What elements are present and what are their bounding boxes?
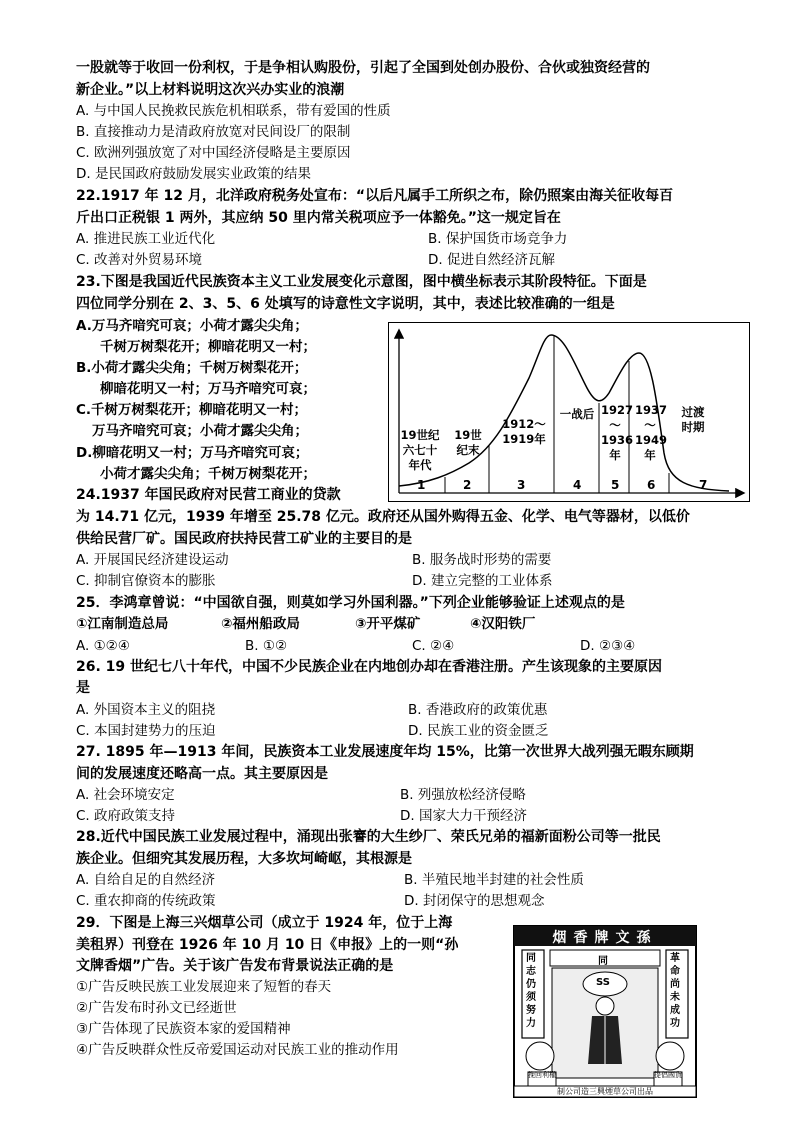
stage-2-label-a: 19世	[454, 428, 482, 442]
industry-development-diagram	[388, 322, 750, 502]
stage-7-label-a: 过渡	[681, 405, 705, 419]
q24-stem-2: 为 14.71 亿元，1939 年增至 25.78 亿元。政府还从国外购得五金、化学、电气等器材，以低价	[76, 509, 690, 525]
q22-stem-1: 22.1917 年 12 月，北洋政府税务处宣布：“以后凡属手工所织之布，除仍照案由海关征收每百	[76, 188, 674, 204]
ad-right-banner: 革命尚未成功	[670, 953, 680, 1029]
stage-1-label-c: 年代	[408, 458, 432, 472]
stage-5-label-d: 年	[609, 448, 621, 462]
stage-number-3: 3	[517, 478, 526, 492]
ad-left-banner: 同志仍须努力	[526, 953, 536, 1029]
stage-2-label-b: 纪末	[456, 443, 480, 457]
q22-option-b: B. 保护国货市场竞争力	[428, 231, 568, 247]
q23-option-c-2: 万马齐喑究可哀；小荷才露尖尖角；	[92, 423, 308, 439]
q27-stem-1: 27. 1895 年—1913 年间，民族资本工业发展速度年均 15%，比第一次世界大战列强无暇东顾期	[76, 744, 694, 760]
q26-option-d: D. 民族工业的资金匮乏	[408, 723, 549, 739]
intro-line-1: 一股就等于收回一份利权，于是争相认购股份，引起了全国到处创办股份、合伙或独资经营的	[76, 60, 650, 76]
stage-number-2: 2	[463, 478, 472, 492]
q22-option-a: A. 推进民族工业近代化	[76, 231, 216, 247]
q25-option-d: D. ②③④	[580, 638, 636, 654]
q22-stem-2: 斤出口正税银 1 两外，其应纳 50 里内常关税项应予一体豁免。”这一规定旨在	[76, 210, 561, 226]
q26-option-c: C. 本国封建势力的压迫	[76, 723, 216, 739]
stage-1-label-a: 19世纪	[400, 428, 440, 442]
q22-option-d: D. 促进自然经济瓦解	[428, 252, 555, 268]
q24-stem-1: 24.1937 年国民政府对民营工商业的贷款	[76, 487, 341, 503]
q21-option-c: C. 欧洲列强放宽了对中国经济侵略是主要原因	[76, 145, 351, 161]
stage-5-label-c: 1936	[601, 433, 634, 447]
q29-stem-1: 29．下图是上海三兴烟草公司（成立于 1924 年，位于上海	[76, 915, 453, 931]
q23-option-a-1: A.万马齐喑究可哀；小荷才露尖尖角；	[76, 318, 308, 334]
stage-number-6: 6	[647, 478, 656, 492]
q25-item-2: ②福州船政局	[221, 616, 300, 632]
q28-stem-2: 族企业。但细究其发展历程，大多坎坷崎岖，其根源是	[76, 851, 412, 867]
stage-number-7: 7	[699, 478, 708, 492]
q23-stem-1: 23.下图是我国近代民族资本主义工业发展变化示意图，图中横坐标表示其阶段特征。下面是	[76, 274, 647, 290]
q21-option-d: D. 是民国政府鼓励发展实业政策的结果	[76, 166, 311, 182]
q25-option-c: C. ②④	[412, 638, 455, 654]
q24-option-c: C. 抑制官僚资本的膨胀	[76, 573, 216, 589]
q23-option-b-2: 柳暗花明又一村；万马齐喑究可哀；	[100, 381, 316, 397]
stage-5-label-a: 1927	[601, 403, 634, 417]
ad-badge: SS	[596, 977, 610, 988]
q26-option-b: B. 香港政府的政策优惠	[408, 702, 548, 718]
q21-option-b: B. 直接推动力是清政府放宽对民间设厂的限制	[76, 124, 351, 140]
q24-option-b: B. 服务战时形势的需要	[412, 552, 552, 568]
ad-top-mark: 同	[598, 956, 608, 967]
intro-line-2: 新企业。”以上材料说明这次兴办实业的浪潮	[76, 82, 345, 98]
q29-statement-1: ①广告反映民族工业发展迎来了短暂的春天	[76, 979, 332, 995]
q28-stem-1: 28.近代中国民族工业发展过程中，涌现出张謇的大生纱厂、荣氏兄弟的福新面粉公司等一批民	[76, 829, 661, 845]
q22-option-c: C. 改善对外贸易环境	[76, 252, 203, 268]
q29-stem-2: 美租界）刊登在 1926 年 10 月 10 日《申报》上的一则“孙	[76, 937, 459, 953]
stage-6-label-b: ～	[644, 418, 656, 432]
q23-stem-2: 四位同学分别在 2、3、5、6 处填写的诗意性文字说明，其中，表述比较准确的一组是	[76, 296, 615, 312]
q25-item-3: ③开平煤矿	[355, 616, 421, 632]
q28-option-a: A. 自给自足的自然经济	[76, 872, 216, 888]
stage-3-label-a: 1912～	[502, 417, 546, 431]
q29-statement-2: ②广告发布时孙文已经逝世	[76, 1000, 237, 1016]
q29-statement-3: ③广告体现了民族资本家的爱国精神	[76, 1021, 291, 1037]
q25-option-a: A. ①②④	[76, 638, 130, 654]
q27-option-c: C. 政府政策支持	[76, 808, 176, 824]
stage-4-label: 一战后	[559, 407, 595, 421]
stage-number-5: 5	[611, 478, 620, 492]
q27-option-b: B. 列强放松经济侵略	[400, 787, 526, 803]
q23-option-d-1: D.柳暗花明又一村；万马齐喑究可哀；	[76, 445, 309, 461]
ad-bottom-left: 挽回利權	[528, 1071, 556, 1079]
q29-stem-3: 文牌香烟”广告。关于该广告发布背景说法正确的是	[76, 958, 394, 974]
q28-option-c: C. 重农抑商的传统政策	[76, 893, 216, 909]
stage-6-label-a: 1937	[635, 403, 668, 417]
q27-option-d: D. 国家大力干预经济	[400, 808, 527, 824]
q25-item-1: ①江南制造总局	[76, 616, 169, 632]
q23-option-c-1: C.千树万树梨花开；柳暗花明又一村；	[76, 402, 308, 418]
q24-option-d: D. 建立完整的工业体系	[412, 573, 553, 589]
q23-option-b-1: B.小荷才露尖尖角；千树万树梨花开；	[76, 360, 308, 376]
q26-stem-2: 是	[76, 680, 90, 696]
q28-option-b: B. 半殖民地半封建的社会性质	[404, 872, 584, 888]
stage-6-label-d: 年	[644, 448, 656, 462]
q24-stem-3: 供给民营厂矿。国民政府扶持民营工矿业的主要目的是	[76, 531, 412, 547]
q27-stem-2: 间的发展速度还略高一点。其主要原因是	[76, 766, 328, 782]
q26-stem-1: 26. 19 世纪七八十年代，中国不少民族企业在内地创办却在香港注册。产生该现象的主要原因	[76, 659, 663, 675]
q21-option-a: A. 与中国人民挽救民族危机相联系，带有爱国的性质	[76, 103, 391, 119]
stage-7-label-b: 时期	[681, 420, 705, 434]
ad-title: 烟香牌文孫	[552, 930, 658, 946]
q25-item-4: ④汉阳铁厂	[470, 616, 536, 632]
ad-bottom-text: 制公司造三興煙草公司出品	[557, 1087, 653, 1096]
stage-3-label-b: 1919年	[502, 432, 546, 446]
stage-6-label-c: 1949	[635, 433, 668, 447]
q24-option-a: A. 开展国民经济建设运动	[76, 552, 229, 568]
stage-1-label-b: 六七十	[402, 443, 438, 457]
q25-option-b: B. ①②	[245, 638, 288, 654]
stage-5-label-b: ～	[609, 418, 621, 432]
q27-option-a: A. 社会环境安定	[76, 787, 175, 803]
q23-option-a-2: 千树万树梨花开；柳暗花明又一村；	[100, 339, 316, 355]
stage-number-4: 4	[573, 478, 582, 492]
q28-option-d: D. 封闭保守的思想观念	[404, 893, 545, 909]
ad-bottom-right: 提倡國貨	[654, 1071, 682, 1079]
q25-stem: 25．李鸿章曾说：“中国欲自强，则莫如学习外国利器。”下列企业能够验证上述观点的是	[76, 595, 625, 611]
q26-option-a: A. 外国资本主义的阻挠	[76, 702, 216, 718]
q23-option-d-2: 小荷才露尖尖角；千树万树梨花开；	[100, 466, 316, 482]
cigarette-advertisement-image	[512, 924, 698, 1099]
q29-statement-4: ④广告反映群众性反帝爱国运动对民族工业的推动作用	[76, 1042, 399, 1058]
stage-number-1: 1	[417, 478, 426, 492]
